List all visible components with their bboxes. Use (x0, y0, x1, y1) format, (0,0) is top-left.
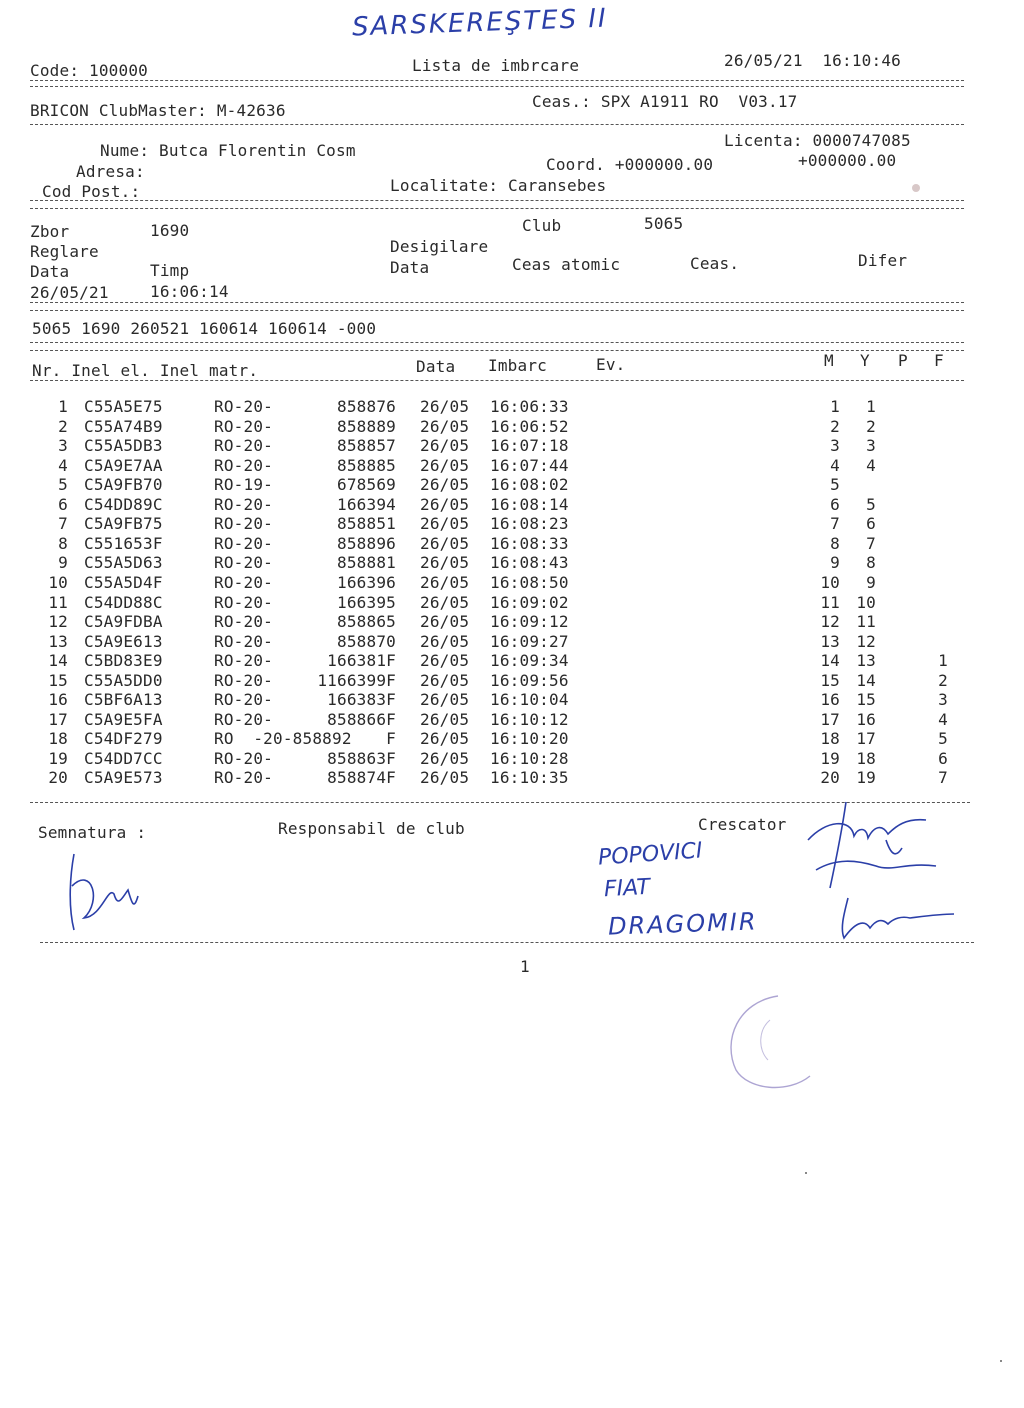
row-number: 5 (58, 475, 68, 495)
handwritten-title: SARSKEREŞTES II (351, 3, 609, 43)
boarding-time: 16:10:35 (490, 768, 569, 788)
electronic-ring: C55A74B9 (84, 416, 163, 436)
ring-series: RO-20- (214, 690, 273, 710)
arrival-date: 26/05 (420, 690, 470, 710)
ring-series: RO-20- (214, 455, 273, 475)
ring-number: 858870 (337, 631, 396, 651)
col-y: 19 (856, 768, 876, 788)
arrival-date: 26/05 (420, 553, 470, 573)
table-row (0, 535, 1024, 555)
electronic-ring: C55A5D63 (84, 553, 163, 573)
ring-number: 858866F (327, 709, 396, 729)
faint-stamp (718, 990, 838, 1100)
table-row (0, 476, 1024, 496)
electronic-ring: C55A5DB3 (84, 436, 163, 456)
table-header-ev: Ev. (596, 355, 626, 374)
arrival-date: 26/05 (420, 572, 470, 592)
table-row (0, 398, 1024, 418)
reglare-time: 16:06:14 (150, 282, 229, 301)
divider (30, 200, 964, 201)
arrival-date: 26/05 (420, 670, 470, 690)
boarding-time: 16:08:33 (490, 533, 569, 553)
signature-right-bottom (830, 894, 960, 944)
row-number: 7 (58, 514, 68, 534)
arrival-date: 26/05 (420, 612, 470, 632)
col-m: 20 (820, 768, 840, 788)
col-f: 4 (938, 709, 948, 729)
row-number: 12 (48, 612, 68, 632)
electronic-ring: C5A9E7AA (84, 455, 163, 475)
col-y: 14 (856, 670, 876, 690)
clubmaster-label: BRICON ClubMaster: M-42636 (30, 101, 286, 120)
arrival-date: 26/05 (420, 397, 470, 416)
signature-left (62, 846, 152, 936)
row-number: 8 (58, 533, 68, 553)
col-y: 1 (866, 397, 876, 416)
print-datetime: 26/05/21 16:10:46 (724, 51, 901, 70)
club-label: Club (522, 216, 562, 235)
arrival-date: 26/05 (420, 631, 470, 651)
witness-name-1: POPOVICI (597, 838, 704, 871)
club-responsible-label: Responsabil de club (278, 819, 465, 838)
licence-label: Licenta: 0000747085 (724, 131, 911, 150)
ring-number: 1166399F (317, 670, 396, 690)
table-row (0, 515, 1024, 535)
table-row (0, 750, 1024, 770)
electronic-ring: C5A9FB70 (84, 475, 163, 495)
col-f: 6 (938, 748, 948, 768)
row-number: 17 (48, 709, 68, 729)
boarding-time: 16:08:43 (490, 553, 569, 573)
table-row (0, 437, 1024, 457)
col-m: 1 (830, 397, 840, 416)
col-y: 13 (856, 651, 876, 671)
table-row (0, 613, 1024, 633)
arrival-date: 26/05 (420, 729, 470, 749)
table-row (0, 457, 1024, 477)
row-number: 1 (58, 397, 68, 416)
electronic-ring: C55A5E75 (84, 397, 163, 416)
list-title: Lista de imbrcare (412, 56, 580, 75)
col-f: 5 (938, 729, 948, 749)
table-header-rings: Nr. Inel el. Inel matr. (32, 361, 259, 380)
table-row (0, 672, 1024, 692)
ring-number: 858876 (337, 397, 396, 416)
col-m: 6 (830, 494, 840, 514)
col-y: 17 (856, 729, 876, 749)
electronic-ring: C54DD88C (84, 592, 163, 612)
row-number: 16 (48, 690, 68, 710)
table-header-p: P (898, 351, 908, 370)
reglare-date: 26/05/21 (30, 283, 109, 302)
time-label: Timp (150, 261, 190, 280)
ring-number: 858857 (337, 436, 396, 456)
boarding-time: 16:09:27 (490, 631, 569, 651)
speck (805, 1172, 807, 1174)
ring-series: RO-20- (214, 572, 273, 592)
postcode-label: Cod Post.: (42, 182, 141, 201)
row-number: 11 (48, 592, 68, 612)
arrival-date: 26/05 (420, 592, 470, 612)
ring-series: RO-19- (214, 475, 273, 495)
electronic-ring: C54DD7CC (84, 748, 163, 768)
ring-number: 166395 (337, 592, 396, 612)
col-m: 7 (830, 514, 840, 534)
coord-label: Coord. +000000.00 (546, 155, 714, 174)
witness-name-2: FIAT (603, 874, 651, 903)
boarding-time: 16:08:02 (490, 475, 569, 495)
boarding-time: 16:09:56 (490, 670, 569, 690)
col-y: 16 (856, 709, 876, 729)
boarding-time: 16:10:28 (490, 748, 569, 768)
col-y: 9 (866, 572, 876, 592)
clock-label: Ceas.: SPX A1911 RO V03.17 (532, 92, 798, 111)
col-y: 18 (856, 748, 876, 768)
ring-number: 678569 (337, 475, 396, 495)
arrival-date: 26/05 (420, 768, 470, 788)
col-m: 18 (820, 729, 840, 749)
arrival-date: 26/05 (420, 748, 470, 768)
ring-series: RO-20- (214, 592, 273, 612)
ring-series: RO-20- (214, 748, 273, 768)
divider (30, 208, 964, 209)
divider (30, 302, 964, 303)
row-number: 10 (48, 572, 68, 592)
col-m: 4 (830, 455, 840, 475)
desigilare-label: Desigilare (390, 237, 489, 256)
speck (912, 184, 920, 192)
table-row (0, 594, 1024, 614)
arrival-date: 26/05 (420, 436, 470, 456)
divider (30, 86, 964, 87)
ring-series: RO-20- (214, 768, 273, 788)
flight-label: Zbor (30, 222, 70, 241)
table-row (0, 418, 1024, 438)
col-m: 10 (820, 572, 840, 592)
table-row (0, 711, 1024, 731)
ring-number: 166383F (327, 690, 396, 710)
ring-number: 858865 (337, 612, 396, 632)
ring-series: RO -20-858892 (214, 729, 352, 749)
row-number: 14 (48, 651, 68, 671)
boarding-time: 16:07:18 (490, 436, 569, 456)
col-y: 15 (856, 690, 876, 710)
col-m: 3 (830, 436, 840, 456)
col-y: 11 (856, 612, 876, 632)
electronic-ring: C5BD83E9 (84, 651, 163, 671)
electronic-ring: C5A9E613 (84, 631, 163, 651)
electronic-ring: C551653F (84, 533, 163, 553)
coord-value: +000000.00 (798, 151, 897, 170)
ring-number: 858881 (337, 553, 396, 573)
date-label: Data (30, 262, 70, 281)
ring-series: RO-20- (214, 709, 273, 729)
arrival-date: 26/05 (420, 533, 470, 553)
row-number: 2 (58, 416, 68, 436)
electronic-ring: C5A9E5FA (84, 709, 163, 729)
col-f: 3 (938, 690, 948, 710)
flight-code-line: 5065 1690 260521 160614 160614 -000 (32, 319, 377, 338)
col-m: 12 (820, 612, 840, 632)
table-row (0, 730, 1024, 750)
electronic-ring: C5A9E573 (84, 768, 163, 788)
clock-column-label: Ceas. (690, 254, 740, 273)
ring-number: 166381F (327, 651, 396, 671)
table-row (0, 652, 1024, 672)
ring-series: RO-20- (214, 416, 273, 436)
col-f: 7 (938, 768, 948, 788)
row-number: 20 (48, 768, 68, 788)
ring-series: RO-20- (214, 612, 273, 632)
table-row (0, 554, 1024, 574)
row-number: 4 (58, 455, 68, 475)
electronic-ring: C5BF6A13 (84, 690, 163, 710)
col-y: 7 (866, 533, 876, 553)
arrival-date: 26/05 (420, 416, 470, 436)
col-m: 9 (830, 553, 840, 573)
electronic-ring: C5A9FB75 (84, 514, 163, 534)
ring-series: RO-20- (214, 514, 273, 534)
col-m: 16 (820, 690, 840, 710)
ring-number: F (386, 729, 396, 749)
club-number: 5065 (644, 214, 684, 233)
divider (30, 80, 964, 81)
row-number: 6 (58, 494, 68, 514)
atomic-clock-label: Ceas atomic (512, 255, 621, 274)
electronic-ring: C5A9FDBA (84, 612, 163, 632)
col-f: 1 (938, 651, 948, 671)
ring-number: 858896 (337, 533, 396, 553)
divider (30, 380, 964, 381)
table-header-m: M (824, 351, 834, 370)
boarding-time: 16:10:04 (490, 690, 569, 710)
boarding-time: 16:07:44 (490, 455, 569, 475)
col-y: 4 (866, 455, 876, 475)
ring-series: RO-20- (214, 651, 273, 671)
arrival-date: 26/05 (420, 709, 470, 729)
table-header-date: Data (416, 357, 456, 376)
electronic-ring: C55A5DD0 (84, 670, 163, 690)
arrival-date: 26/05 (420, 514, 470, 534)
row-number: 15 (48, 670, 68, 690)
boarding-time: 16:06:33 (490, 397, 569, 416)
ring-number: 858889 (337, 416, 396, 436)
col-y: 8 (866, 553, 876, 573)
arrival-date: 26/05 (420, 651, 470, 671)
col-m: 19 (820, 748, 840, 768)
ring-series: RO-20- (214, 436, 273, 456)
ring-series: RO-20- (214, 494, 273, 514)
table-header-y: Y (860, 351, 870, 370)
table-row (0, 691, 1024, 711)
ring-number: 858863F (327, 748, 396, 768)
ring-number: 858885 (337, 455, 396, 475)
row-number: 13 (48, 631, 68, 651)
row-number: 19 (48, 748, 68, 768)
col-m: 5 (830, 475, 840, 495)
signature-right-top (796, 800, 946, 890)
boarding-time: 16:06:52 (490, 416, 569, 436)
col-y: 5 (866, 494, 876, 514)
col-y: 12 (856, 631, 876, 651)
electronic-ring: C54DD89C (84, 494, 163, 514)
ring-series: RO-20- (214, 670, 273, 690)
col-m: 11 (820, 592, 840, 612)
ring-number: 858851 (337, 514, 396, 534)
col-m: 17 (820, 709, 840, 729)
col-m: 15 (820, 670, 840, 690)
col-y: 6 (866, 514, 876, 534)
boarding-time: 16:08:23 (490, 514, 569, 534)
speck (1000, 1360, 1002, 1362)
arrival-date: 26/05 (420, 494, 470, 514)
electronic-ring: C54DF279 (84, 729, 163, 749)
address-label: Adresa: (76, 162, 145, 181)
col-m: 13 (820, 631, 840, 651)
ring-number: 166394 (337, 494, 396, 514)
col-m: 14 (820, 651, 840, 671)
code-label: Code: 100000 (30, 61, 148, 80)
ring-series: RO-20- (214, 631, 273, 651)
boarding-time: 16:09:34 (490, 651, 569, 671)
col-y: 3 (866, 436, 876, 456)
ring-number: 166396 (337, 572, 396, 592)
ring-series: RO-20- (214, 397, 273, 416)
ring-series: RO-20- (214, 533, 273, 553)
boarding-time: 16:10:20 (490, 729, 569, 749)
boarding-time: 16:09:12 (490, 612, 569, 632)
col-y: 2 (866, 416, 876, 436)
signature-label: Semnatura : (38, 823, 147, 842)
flight-number: 1690 (150, 221, 190, 240)
col-m: 2 (830, 416, 840, 436)
divider (30, 342, 964, 343)
ring-number: 858874F (327, 768, 396, 788)
table-row (0, 574, 1024, 594)
divider (30, 310, 964, 311)
table-row (0, 496, 1024, 516)
col-m: 8 (830, 533, 840, 553)
boarding-time: 16:08:50 (490, 572, 569, 592)
divider (40, 942, 974, 943)
page-number: 1 (520, 957, 530, 976)
arrival-date: 26/05 (420, 475, 470, 495)
reglare-label: Reglare (30, 242, 99, 261)
electronic-ring: C55A5D4F (84, 572, 163, 592)
col-y: 10 (856, 592, 876, 612)
table-header-f: F (934, 351, 944, 370)
owner-name: Nume: Butca Florentin Cosm (100, 141, 356, 160)
row-number: 3 (58, 436, 68, 456)
breeder-label: Crescator (698, 815, 787, 834)
row-number: 18 (48, 729, 68, 749)
table-header-imbarc: Imbarc (488, 356, 547, 375)
unseal-date-label: Data (390, 258, 430, 277)
row-number: 9 (58, 553, 68, 573)
difference-label: Difer (858, 251, 908, 270)
col-f: 2 (938, 670, 948, 690)
arrival-date: 26/05 (420, 455, 470, 475)
locality-label: Localitate: Caransebes (390, 176, 607, 195)
table-row (0, 633, 1024, 653)
witness-name-3: DRAGOMIR (607, 907, 758, 941)
ring-series: RO-20- (214, 553, 273, 573)
boarding-time: 16:08:14 (490, 494, 569, 514)
boarding-time: 16:10:12 (490, 709, 569, 729)
table-row (0, 769, 1024, 789)
divider (30, 124, 964, 125)
boarding-time: 16:09:02 (490, 592, 569, 612)
